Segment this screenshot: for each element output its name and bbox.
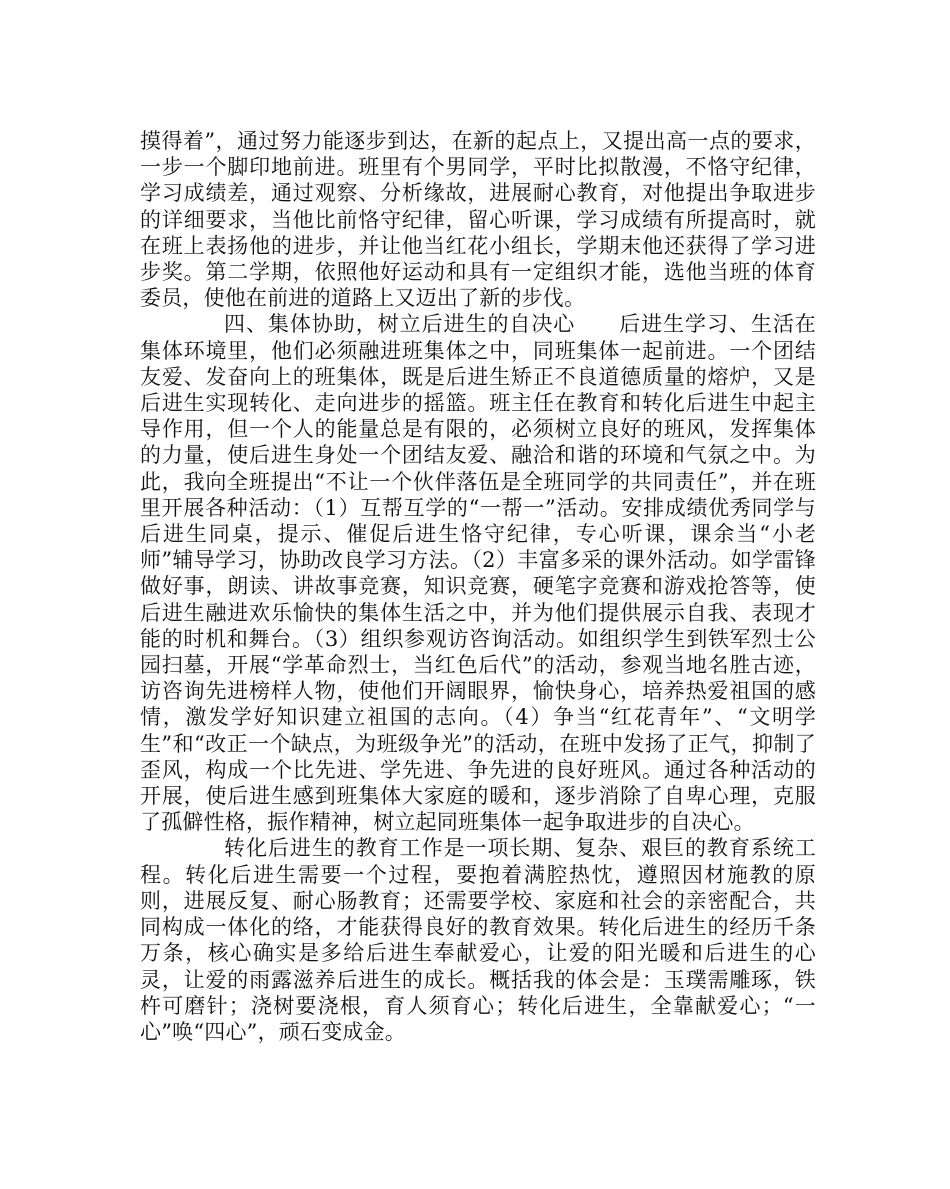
paragraph-conclusion: 转化后进生的教育工作是一项长期、复杂、艰巨的教育系统工程。转化后进生需要一个过程，要抱着满腔热忱，遵照因材施教的原则，进展反复、耐心肠教育；还需要学校、家庭和社会的亲密配合，共同构成一体化的络，才能获得良好的教育效果。转化后进生的经历千条万条，核心确实是多给后进生奉献爱心，让爱的阳光暖和后进生的心灵，让爱的雨露滋养后进生的成长。概括我的体会是：玉璞需雕琢，铁杵可磨针；浇树要浇根，育人须育心；转化后进生，全靠献爱心；“一心”唤“四心”，顽石变成金。 [140, 836, 816, 1044]
document-page [140, 128, 816, 1045]
paragraph-collective-help: 四、集体协助，树立后进生的自决心 后进生学习、生活在集体环境里，他们必须融进班集体之中，同班集体一起前进。一个团结友爱、发奋向上的班集体，既是后进生矫正不良道德质量的熔炉，又是后进生实现转化、走向进步的摇篮。班主任在教育和转化后进生中起主导作用，但一个人的能量总是有限的，必须树立良好的班风，发挥集体的力量，使后进生身处一个团结友爱、融洽和谐的环境和气氛之中。为此，我向全班提出“不让一个伙伴落伍是全班同学的共同责任”，并在班里开展各种活动：（1）互帮互学的“一帮一”活动。安排成绩优秀同学与后进生同桌，提示、催促后进生恪守纪律，专心听课，课余当“小老师”辅导学习，协助改良学习方法。（2）丰富多采的课外活动。如学雷锋做好事，朗读、讲故事竞赛，知识竞赛，硬笔字竞赛和游戏抢答等，使后进生融进欢乐愉快的集体生活之中，并为他们提供展示自我、表现才能的时机和舞台。（3）组织参观访咨询活动。如组织学生到铁军烈士公园扫墓，开展“学革命烈士，当红色后代”的活动，参观当地名胜古迹，访咨询先进榜样人物，使他们开阔眼界，愉快身心，培养热爱祖国的感情，激发学好知识建立祖国的志向。（4）争当“红花青年”、“文明学生”和“改正一个缺点，为班级争光”的活动，在班中发扬了正气，抑制了歪风，构成一个比先进、学先进、争先进的良好班风。通过各种活动的开展，使后进生感到班集体大家庭的暖和，逐步消除了自卑心理，克服了孤僻性格，振作精神，树立起同班集体一起争取进步的自决心。 [140, 312, 816, 835]
paragraph-continuation: 摸得着”，通过努力能逐步到达，在新的起点上，又提出高一点的要求，一步一个脚印地前进。班里有个男同学，平时比拟散漫，不恪守纪律，学习成绩差，通过观察、分析缘故，进展耐心教育，对他提出争取进步的详细要求，当他比前恪守纪律，留心听课，学习成绩有所提高时，就在班上表扬他的进步，并让他当红花小组长，学期末他还获得了学习进步奖。第二学期，依照他好运动和具有一定组织才能，选他当班的体育委员，使他在前进的道路上又迈出了新的步伐。 [140, 129, 816, 311]
